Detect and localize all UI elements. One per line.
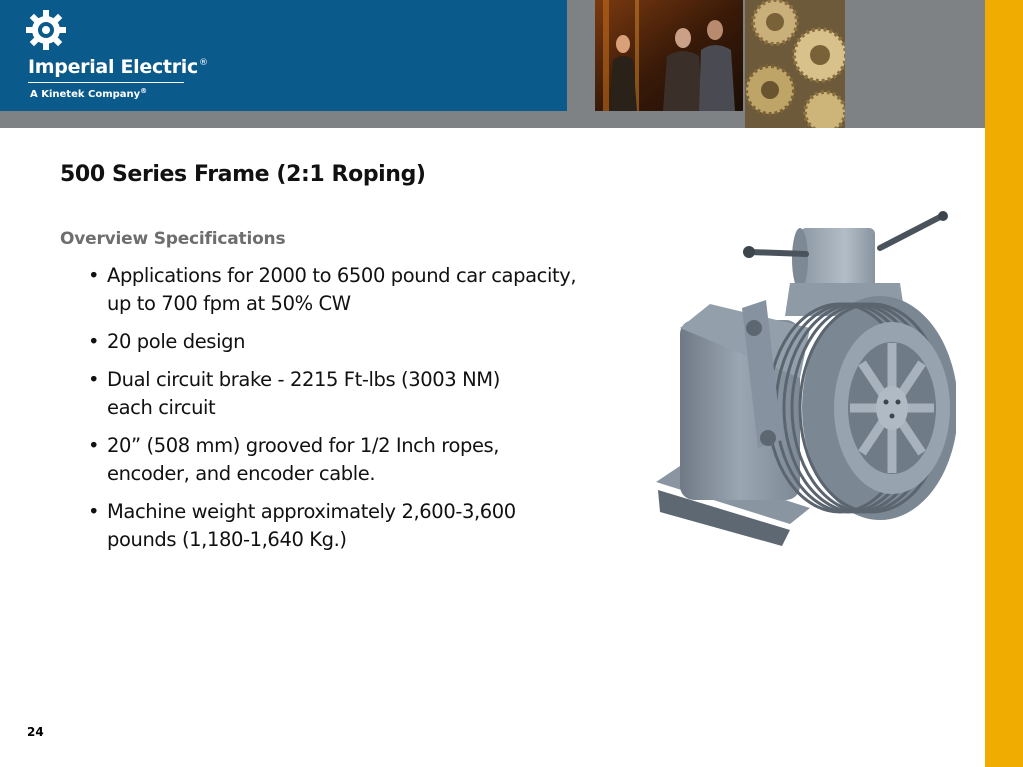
slide-title: 500 Series Frame (2:1 Roping) xyxy=(60,162,426,187)
section-subtitle: Overview Specifications xyxy=(60,229,286,249)
bullet-glyph: • xyxy=(88,264,100,287)
gears-photo xyxy=(745,0,845,128)
list-item: • 20 pole design xyxy=(88,328,633,356)
list-item: • Applications for 2000 to 6500 pound car capacity, up to 700 fpm at 50% CW xyxy=(88,264,577,315)
elevator-machine-image xyxy=(650,208,956,568)
list-item: • Machine weight approximately 2,600-3,600 pounds (1,180-1,640 Kg.) xyxy=(88,500,516,551)
brand-name: Imperial Electric® xyxy=(28,56,208,78)
bullet-glyph: • xyxy=(88,330,100,353)
logo-panel xyxy=(0,0,567,111)
list-item: • 20” (508 mm) grooved for 1/2 Inch ropes, encoder, and encoder cable. xyxy=(88,434,500,485)
business-people-photo xyxy=(595,0,743,111)
brand-tagline: A Kinetek Company® xyxy=(30,87,148,100)
bullet-glyph: • xyxy=(88,434,100,457)
header-band xyxy=(0,0,985,128)
bullet-glyph: • xyxy=(88,368,100,391)
spec-list xyxy=(88,262,633,564)
bullet-glyph: • xyxy=(88,500,100,523)
list-item: • Dual circuit brake - 2215 Ft-lbs (3003 NM) each circuit xyxy=(88,368,500,419)
gear-icon xyxy=(26,10,66,50)
accent-sidebar xyxy=(985,0,1023,767)
logo-divider xyxy=(28,82,184,83)
page-number: 24 xyxy=(27,725,44,739)
